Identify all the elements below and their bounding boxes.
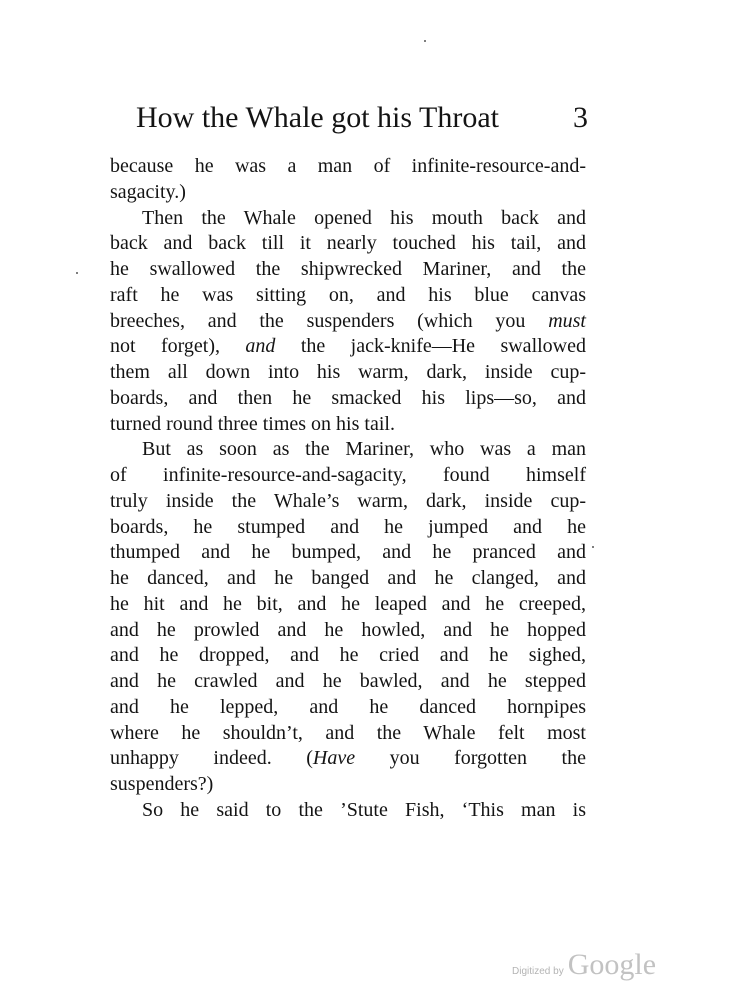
text-line: sagacity.): [110, 180, 186, 203]
body-text: [110, 154, 586, 824]
text-line: boards, he stumped and he jumped and he: [110, 515, 586, 538]
text-line: he danced, and he banged and he clanged, and: [110, 567, 586, 589]
text-line: thumped and he bumped, and he pranced and: [110, 541, 586, 564]
text-line: and he dropped, and he cried and he sighed,: [110, 644, 586, 667]
text-line: truly inside the Whale’s warm, dark, inside cup-: [110, 489, 586, 512]
italic-word: must: [548, 309, 586, 332]
text-line: suspenders?): [110, 773, 214, 795]
scan-speck: [76, 272, 78, 274]
text-segment: unhappy indeed. (: [110, 747, 313, 770]
text-segment: not forget),: [110, 335, 246, 358]
google-logo: Google: [567, 948, 657, 981]
italic-word: and: [245, 335, 276, 358]
text-line: and he lepped, and he danced hornpipes: [110, 695, 586, 718]
text-line: he hit and he bit, and he leaped and he creeped,: [110, 592, 586, 615]
text-line: them all down into his warm, dark, inside cup-: [110, 361, 586, 383]
text-line: [110, 746, 586, 772]
text-line: of infinite-resource-and-sagacity, found himself: [110, 464, 586, 486]
text-line: [110, 309, 586, 335]
scan-speck: [592, 546, 594, 548]
page-number: 3: [573, 101, 588, 134]
digitization-watermark: [512, 948, 656, 982]
italic-word: Have: [312, 747, 356, 770]
text-line: Then the Whale opened his mouth back and: [142, 206, 586, 229]
text-line: back and back till it nearly touched his tail, and: [110, 232, 586, 255]
running-header: [136, 100, 588, 136]
text-line: and he crawled and he bawled, and he stepped: [110, 670, 586, 692]
text-line: and he prowled and he howled, and he hopped: [110, 618, 586, 641]
text-line: But as soon as the Mariner, who was a man: [142, 438, 586, 461]
text-line: turned round three times on his tail.: [110, 412, 395, 435]
digitized-by-label: Digitized by: [512, 966, 564, 977]
text-line: [110, 334, 586, 360]
text-line: raft he was sitting on, and his blue canvas: [110, 283, 586, 306]
text-segment: breeches, and the suspenders (which you: [110, 309, 549, 332]
chapter-title: How the Whale got his Throat: [136, 101, 499, 134]
text-line: So he said to the ’Stute Fish, ‘This man is: [142, 798, 586, 821]
text-line: because he was a man of infinite-resource-and-: [110, 155, 586, 177]
scan-speck: [424, 40, 426, 42]
text-line: boards, and then he smacked his lips—so, and: [110, 386, 586, 409]
text-segment: you forgotten the: [355, 747, 586, 770]
text-segment: the jack-knife—He swallowed: [275, 335, 586, 358]
text-line: he swallowed the shipwrecked Mariner, and the: [110, 258, 586, 280]
text-line: where he shouldn’t, and the Whale felt most: [110, 721, 586, 744]
